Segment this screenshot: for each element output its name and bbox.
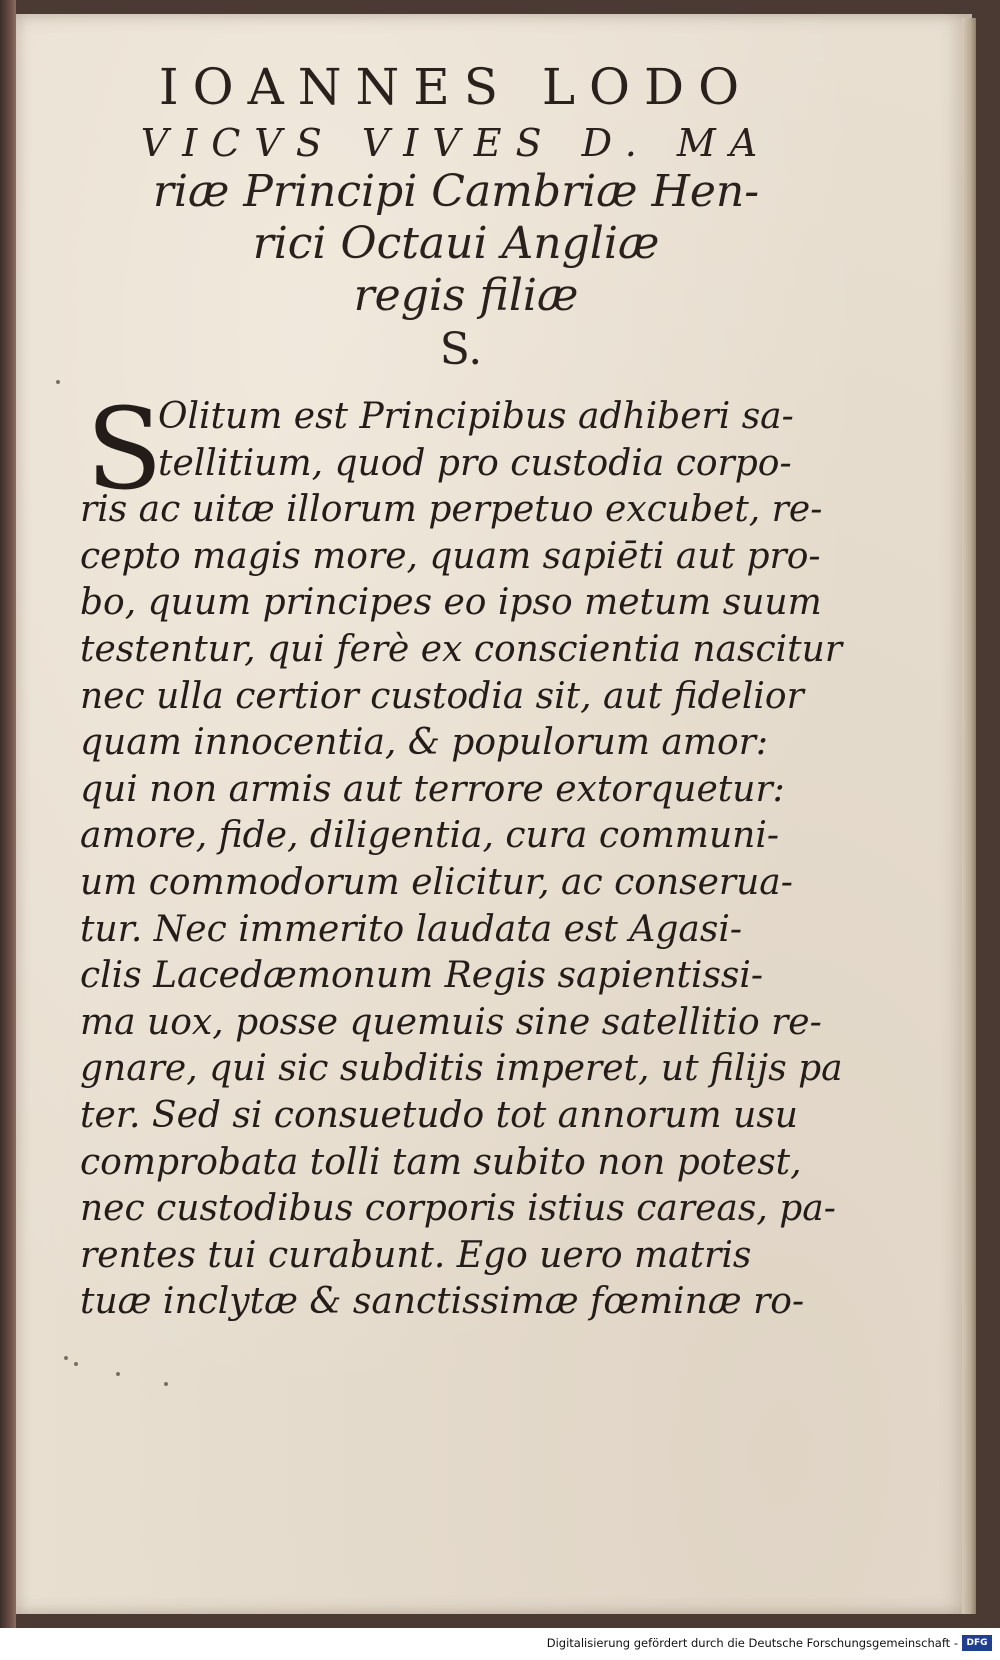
text-line: comprobata tolli tam subito non potest,	[80, 1141, 802, 1183]
text-line: tuæ inclytæ & sanctissimæ fœminæ ro-	[80, 1281, 805, 1323]
ink-speck	[164, 1382, 168, 1386]
book-page	[16, 14, 972, 1614]
ink-speck	[64, 1356, 68, 1360]
text-line: bo, quum principes eo ipso metum suum	[80, 582, 822, 624]
text-line: gnare, qui sic subditis imperet, ut filijs pa	[80, 1048, 843, 1090]
heading-line-6: S.	[439, 324, 483, 375]
heading-line-4: rici Octaui Angliæ	[252, 218, 660, 269]
heading-line-3: riæ Principi Cambriæ Hen-	[152, 166, 760, 217]
text-line: ris ac uitæ illorum perpetuo excubet, re-	[80, 489, 823, 531]
dfg-logo-icon: DFG	[962, 1635, 992, 1651]
heading-line-1: IOANNES LODO	[158, 58, 754, 116]
funding-credit: Digitalisierung gefördert durch die Deutsche Forschungsgemeinschaft -	[546, 1636, 958, 1650]
text-line: amore, fide, diligentia, cura communi-	[80, 815, 779, 857]
text-line: Olitum est Principibus adhiberi sa-	[158, 396, 794, 437]
body-text	[80, 385, 843, 1326]
text-line: quam innocentia, & populorum amor:	[80, 722, 769, 764]
text-line: ma uox, posse quemuis sine satellitio re-	[80, 1001, 822, 1043]
ink-speck	[116, 1372, 120, 1376]
text-line: testentur, qui ferè ex conscientia nascitur	[80, 628, 843, 670]
drop-cap-letter: S	[86, 385, 163, 515]
text-line: nec ulla certior custodia sit, aut fidelior	[80, 675, 804, 717]
text-line: tur. Nec immerito laudata est Agasi-	[80, 908, 742, 950]
page-fore-edge	[962, 18, 976, 1614]
text-line: cepto magis more, quam sapiēti aut pro-	[80, 535, 821, 577]
heading-line-2: VICVS VIVES D. MA	[140, 121, 772, 165]
text-line: rentes tui curabunt. Ego uero matris	[80, 1234, 752, 1276]
text-line: tellitium, quod pro custodia corpo-	[158, 442, 792, 484]
ink-speck	[56, 380, 60, 384]
dedication-heading	[86, 58, 826, 375]
text-line: nec custodibus corporis istius careas, pa-	[80, 1188, 836, 1230]
ink-speck	[74, 1362, 78, 1366]
text-line: ter. Sed si consuetudo tot annorum usu	[80, 1094, 798, 1136]
book-spine-edge	[0, 0, 16, 1628]
heading-line-5: regis filiæ	[353, 270, 579, 321]
digitization-footer	[0, 1628, 1000, 1660]
text-line: clis Lacedæmonum Regis sapientissi-	[80, 955, 764, 997]
text-line: um commodorum elicitur, ac conserua-	[80, 861, 793, 903]
text-line: qui non armis aut terrore extorquetur:	[80, 768, 785, 810]
